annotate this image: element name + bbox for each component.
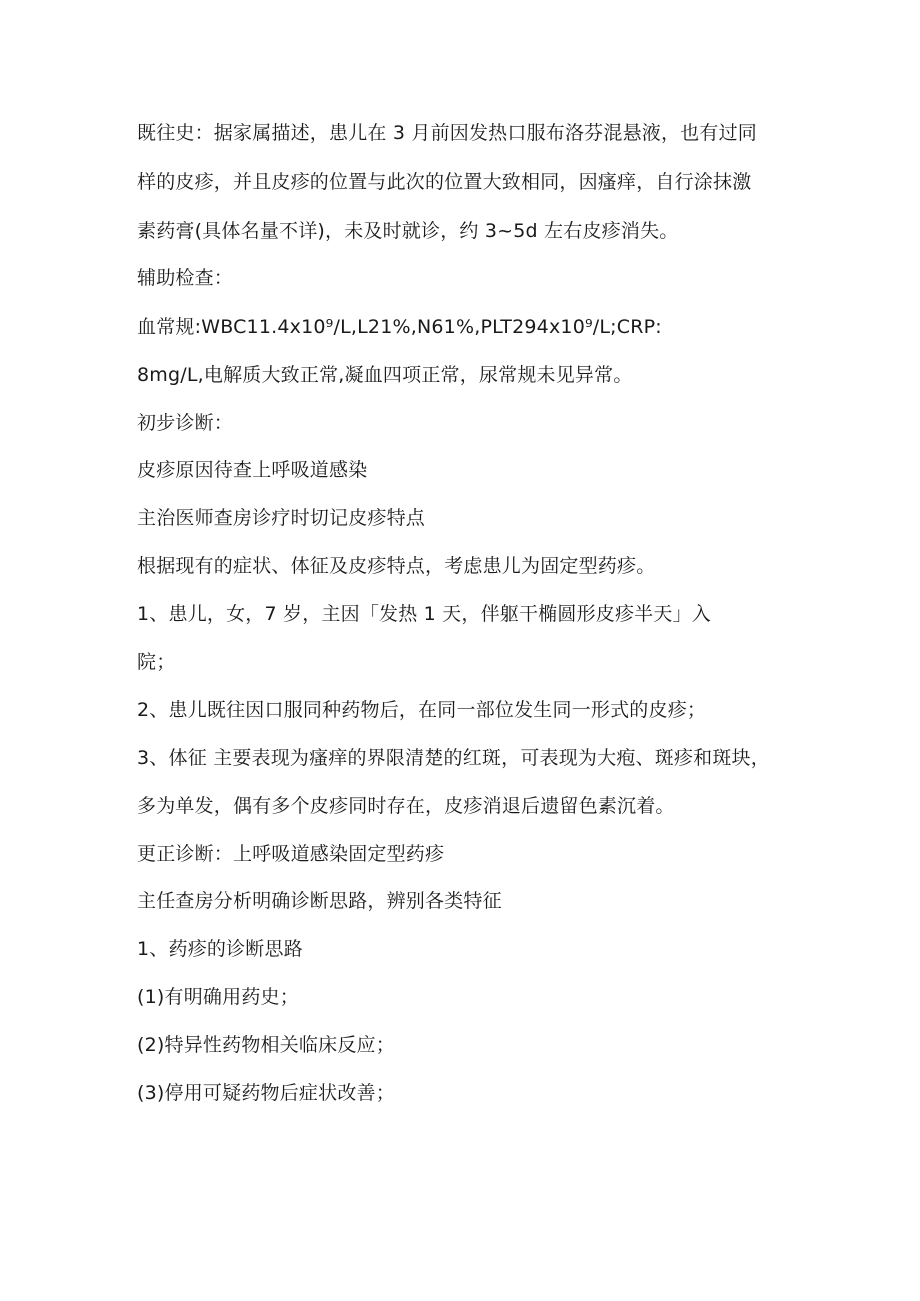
list-item-1-line-1: 1、患儿，女，7 岁，主因「发热 1 天，伴躯干椭圆形皮疹半天」入 [137, 603, 711, 625]
list-item-3-line-2: 多为单发，偶有多个皮疹同时存在，皮疹消退后遗留色素沉着。 [137, 795, 675, 817]
approach-item-3: (3)停用可疑药物后症状改善； [137, 1082, 395, 1104]
blood-routine-line-1: 血常规:WBC11.4x10⁹/L,L21%,N61%,PLT294x10⁹/L;CRP: [137, 316, 662, 338]
corrected-diagnosis: 更正诊断：上呼吸道感染固定型药疹 [137, 843, 445, 865]
section-heading-initial-diagnosis: 初步诊断： [137, 412, 234, 434]
list-item-2: 2、患儿既往因口服同种药物后，在同一部位发生同一形式的皮疹； [137, 699, 707, 721]
paragraph-history-line-1: 既往史：据家属描述，患儿在 3 月前因发热口服布洛芬混悬液，也有过同 [137, 122, 757, 144]
list-item-3-line-1: 3、体征 主要表现为瘙痒的界限清楚的红斑，可表现为大疱、斑疹和斑块， [137, 747, 770, 769]
blood-routine-line-2: 8mg/L,电解质大致正常,凝血四项正常，尿常规未见异常。 [137, 364, 633, 386]
diagnosis-approach-heading: 1、药疹的诊断思路 [137, 938, 303, 960]
assessment-text: 根据现有的症状、体征及皮疹特点，考虑患儿为固定型药疹。 [137, 555, 656, 577]
director-round-heading: 主任查房分析明确诊断思路，辨别各类特征 [137, 890, 502, 912]
attending-round-heading: 主治医师查房诊疗时切记皮疹特点 [137, 507, 426, 529]
approach-item-1: (1)有明确用药史； [137, 986, 299, 1008]
paragraph-history-line-2: 样的皮疹，并且皮疹的位置与此次的位置大致相同，因瘙痒，自行涂抹激 [137, 171, 752, 193]
paragraph-history-line-3: 素药膏(具体名量不详)，未及时就诊，约 3~5d 左右皮疹消失。 [137, 220, 679, 242]
list-item-1-line-2: 院； [137, 651, 176, 673]
initial-diagnosis-text: 皮疹原因待查上呼吸道感染 [137, 459, 368, 481]
section-heading-auxiliary-exam: 辅助检查： [137, 267, 234, 289]
approach-item-2: (2)特异性药物相关临床反应； [137, 1034, 395, 1056]
